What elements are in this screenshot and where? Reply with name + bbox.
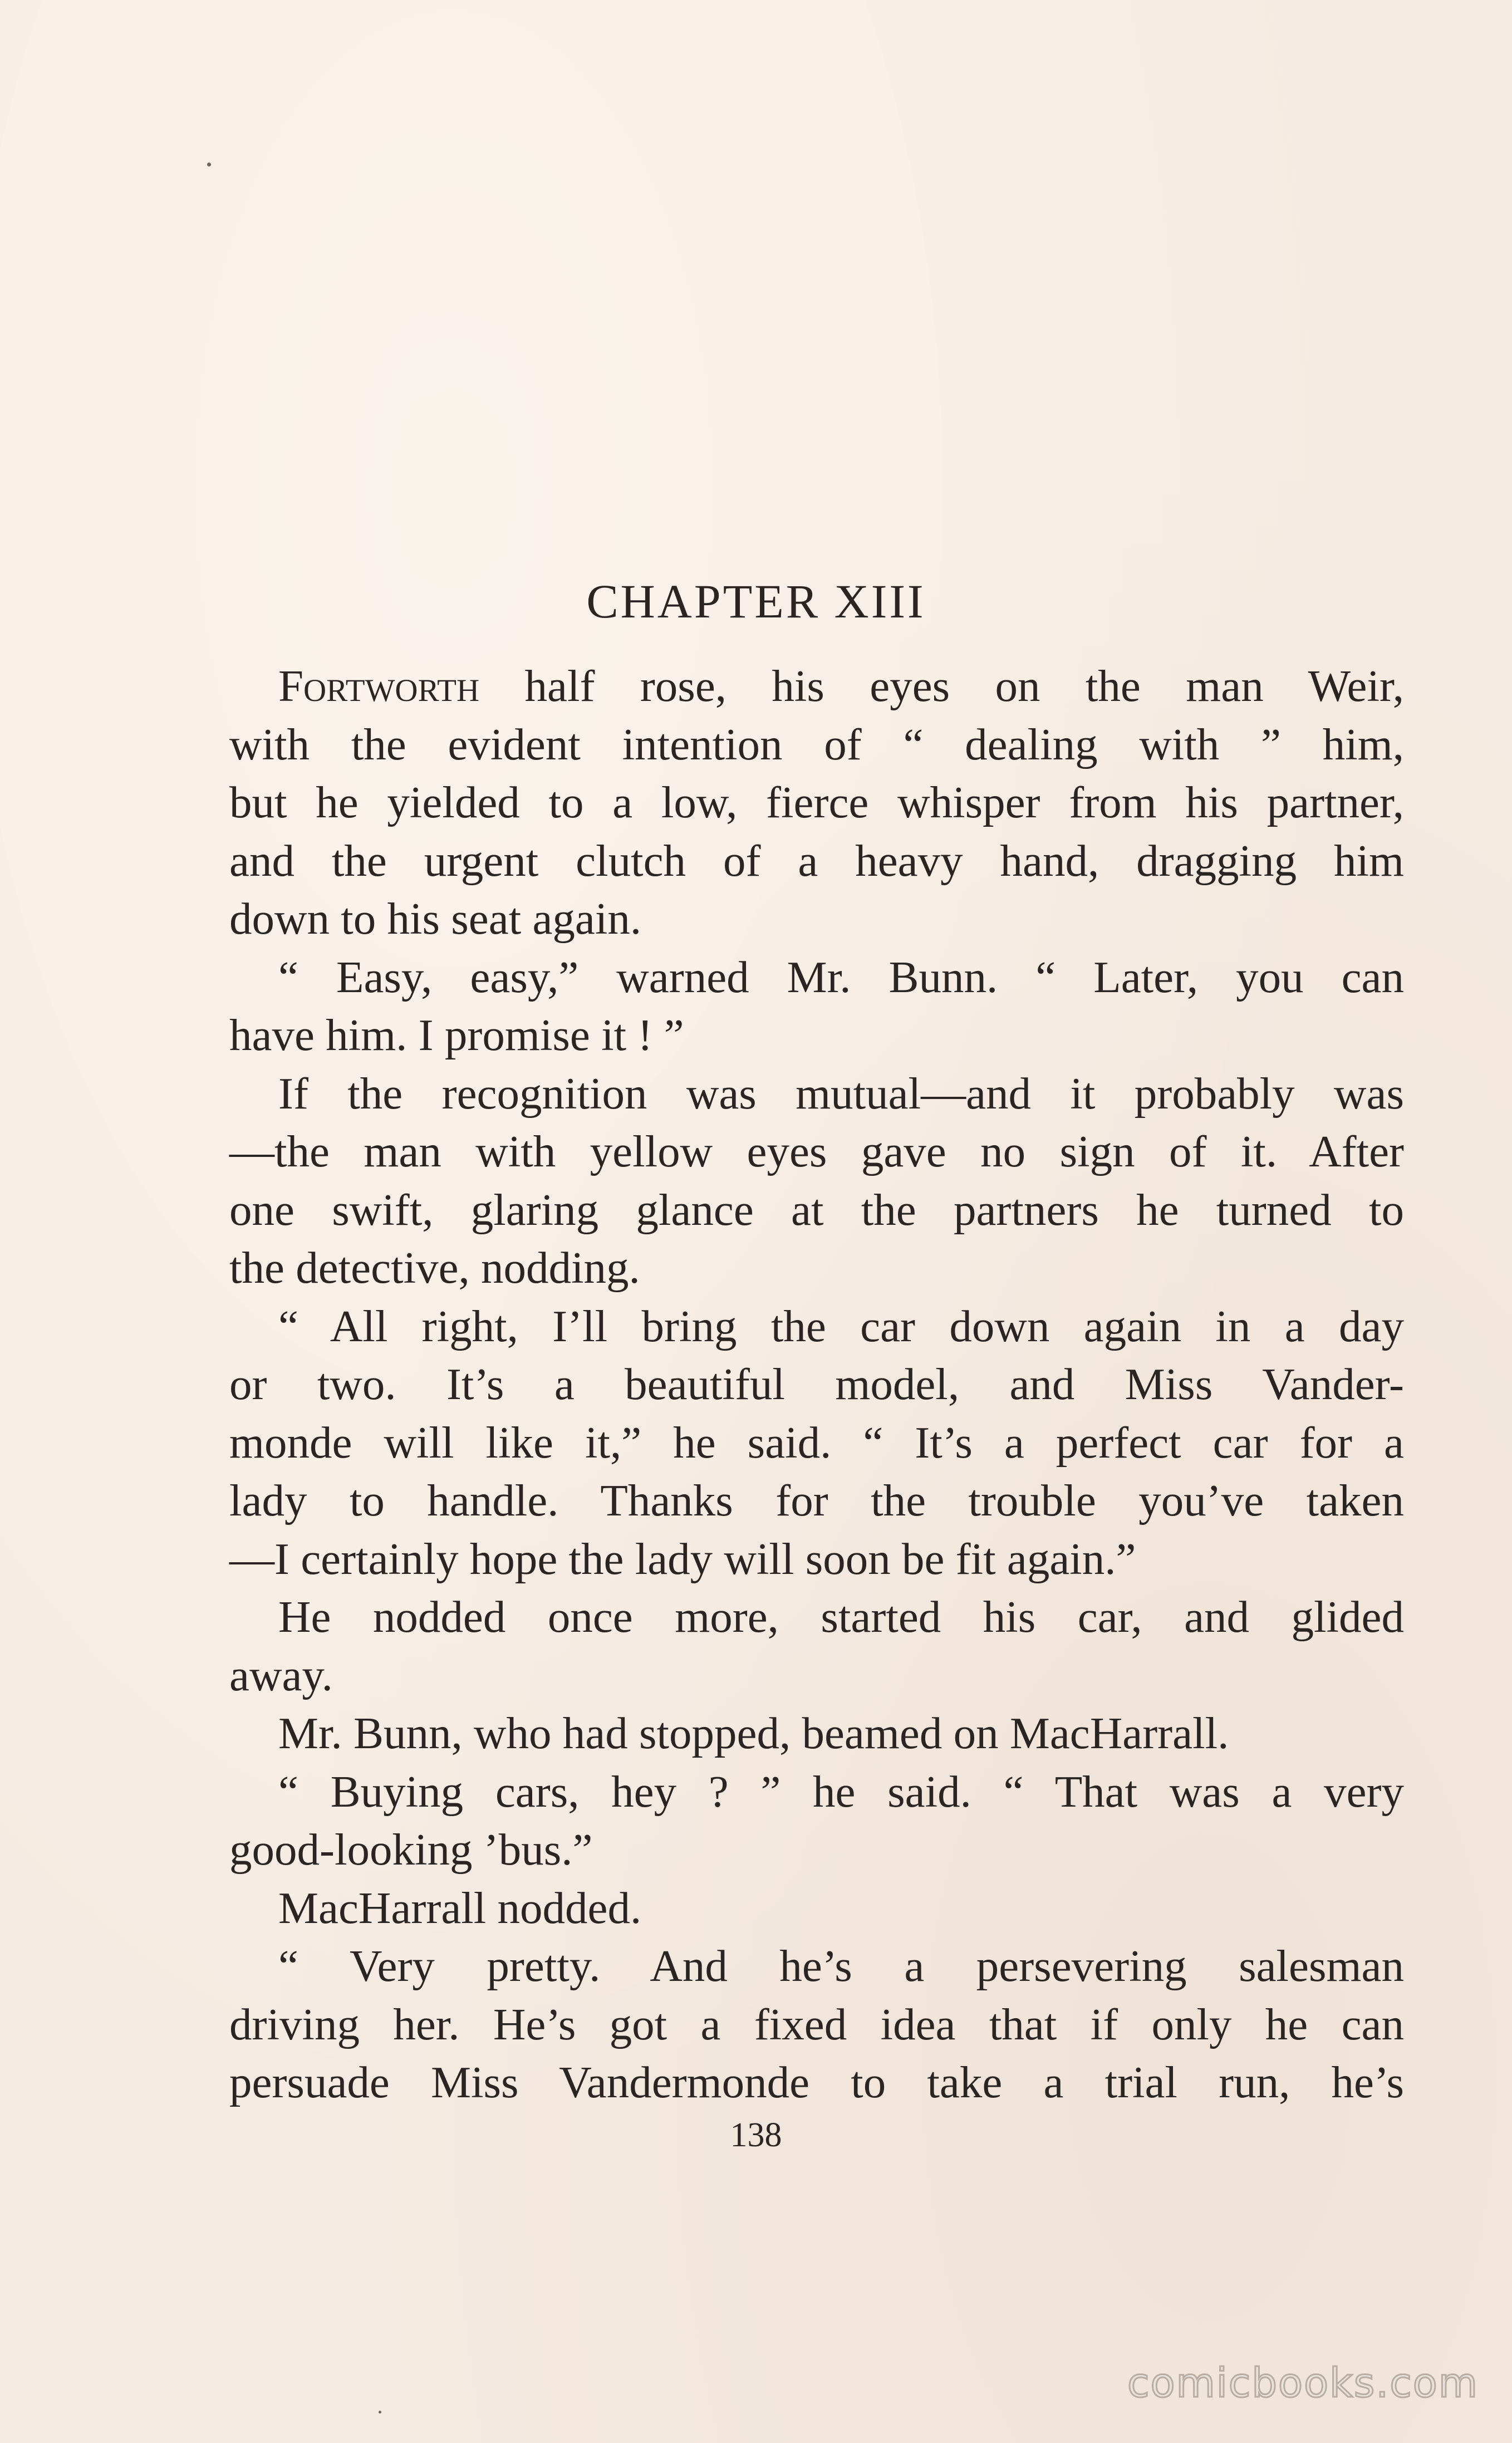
- text-line: “ Buying cars, hey ? ” he said. “ That was a very: [278, 1766, 1404, 1817]
- text-line: and the urgent clutch of a heavy hand, dragging him: [229, 835, 1404, 886]
- text-line: “ All right, I’ll bring the car down again in a day: [278, 1301, 1404, 1351]
- text-line: Mr. Bunn, who had stopped, beamed on MacHarrall.: [278, 1708, 1229, 1758]
- text-line: the detective, nodding.: [229, 1243, 640, 1293]
- show-through-bleed: [245, 161, 1403, 551]
- text-line: but he yielded to a low, fierce whisper from his partner,: [229, 777, 1404, 827]
- chapter-title: CHAPTER XIII: [586, 575, 926, 628]
- watermark-logo: comicbooks.com: [1127, 2359, 1479, 2406]
- text-line: —I certainly hope the lady will soon be fit again.”: [229, 1533, 1136, 1584]
- text-line: with the evident intention of “ dealing with ” him,: [229, 719, 1404, 769]
- text-line: have him. I promise it ! ”: [229, 1010, 684, 1060]
- paper-speck: [207, 163, 211, 166]
- body-text: [229, 657, 1404, 2112]
- text-line: or two. It’s a beautiful model, and Miss Vander-: [229, 1359, 1404, 1409]
- text-line: driving her. He’s got a fixed idea that if only he can: [229, 1999, 1404, 2049]
- text-line: He nodded once more, started his car, and glided: [278, 1592, 1404, 1642]
- opening-word: Fortworth: [278, 661, 480, 711]
- page-number: 138: [730, 2116, 782, 2154]
- text-line: persuade Miss Vandermonde to take a trial run, he’s: [229, 2057, 1404, 2107]
- text-line: away.: [229, 1650, 333, 1700]
- text-line: [229, 657, 1404, 715]
- text-line: If the recognition was mutual—and it probably was: [278, 1068, 1404, 1119]
- text-line: monde will like it,” he said. “ It’s a perfect car for a: [229, 1417, 1404, 1468]
- text-line: lady to handle. Thanks for the trouble you’ve taken: [229, 1475, 1404, 1525]
- paper-speck: [379, 2411, 381, 2413]
- text-line: “ Very pretty. And he’s a persevering salesman: [278, 1941, 1404, 1991]
- text-line: good-looking ’bus.”: [229, 1824, 593, 1875]
- text-line: down to his seat again.: [229, 894, 642, 944]
- text-line: MacHarrall nodded.: [278, 1882, 642, 1933]
- text-line: —the man with yellow eyes gave no sign of it. After: [229, 1126, 1404, 1176]
- text-line: one swift, glaring glance at the partners he turned to: [229, 1184, 1404, 1235]
- text-line-content: half rose, his eyes on the man Weir,: [479, 661, 1404, 711]
- text-line: “ Easy, easy,” warned Mr. Bunn. “ Later, you can: [278, 951, 1404, 1002]
